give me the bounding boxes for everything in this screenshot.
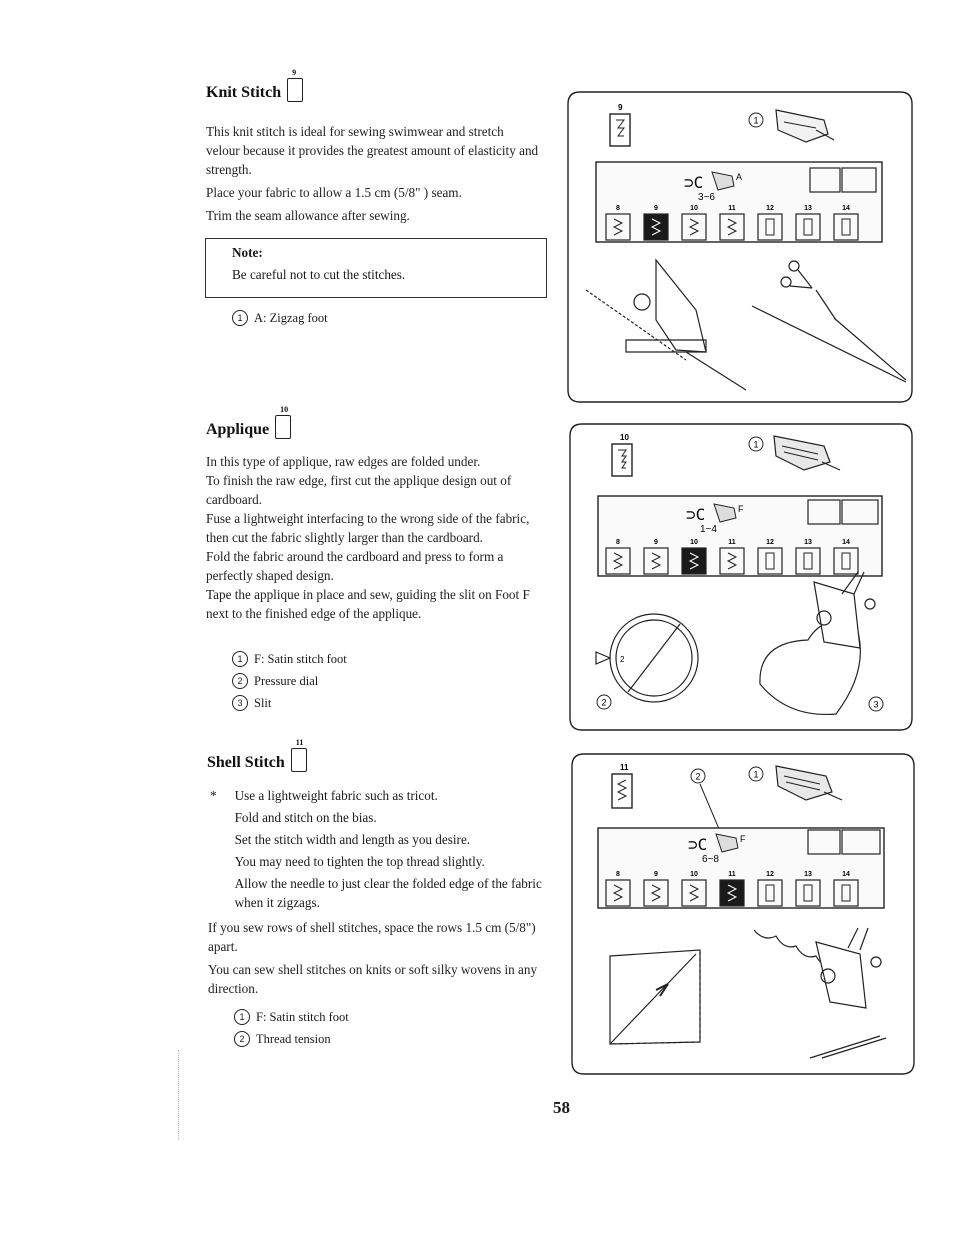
fig-foot-letter: A	[736, 172, 743, 182]
bullet-mark: *	[210, 788, 217, 803]
knit-paragraph: Trim the seam allowance after sewing.	[206, 208, 410, 223]
fig-stitch-number: 9	[618, 103, 623, 112]
stitch-pattern-icon	[612, 444, 632, 476]
panel-stitch-box	[682, 548, 706, 574]
satin-stitch-foot-icon	[774, 436, 840, 470]
panel-number: 9	[654, 539, 658, 546]
fig-range: 6~8	[702, 854, 719, 865]
knit-paragraph: Place your fabric to allow a 1.5 cm (5/8" ) seam.	[206, 185, 462, 200]
shell-stitch-title: Shell Stitch	[207, 754, 285, 771]
satin-stitch-foot-icon	[776, 766, 842, 800]
callout-item	[232, 307, 328, 329]
panel-number: 14	[842, 871, 850, 878]
shell-stitch-icon	[291, 738, 307, 772]
callout-number: 1	[232, 310, 248, 326]
panel-number: 13	[804, 539, 812, 546]
bullet-line: Use a lightweight fabric such as tricot.	[234, 788, 438, 803]
sewing-illustration	[586, 260, 906, 390]
knit-stitch-icon	[287, 68, 303, 102]
shell-stitch-icon-number: 11	[295, 738, 304, 747]
panel-number: 14	[842, 539, 850, 546]
width-symbol: ⊃C	[684, 173, 704, 192]
callout-item	[234, 1006, 349, 1028]
width-symbol: ⊃C	[686, 505, 706, 524]
callout-text: Slit	[254, 696, 272, 710]
bias-fold-illustration	[610, 950, 700, 1044]
page-number: 58	[553, 1098, 570, 1117]
note-text: Be careful not to cut the stitches.	[232, 267, 406, 282]
callout-item	[232, 648, 347, 670]
width-symbol: ⊃C	[688, 835, 708, 854]
panel-number: 12	[766, 539, 774, 546]
applique-paragraph: Tape the applique in place and sew, guiding the slit on Foot F next to the finished edge of the applique.	[206, 587, 530, 621]
panel-number: 11	[728, 205, 736, 212]
panel-stitch-box	[644, 214, 668, 240]
shell-callout-list	[234, 1006, 349, 1050]
panel-number: 13	[804, 871, 812, 878]
applique-figure	[568, 422, 914, 734]
applique-stitch-icon	[275, 405, 291, 439]
applique-title: Applique	[206, 421, 270, 438]
fig-stitch-number: 11	[620, 763, 629, 772]
callout-number: 2	[234, 1031, 250, 1047]
shell-paragraph: You can sew shell stitches on knits or soft silky wovens in any direction.	[208, 962, 538, 996]
dial-number: 2	[620, 655, 625, 664]
applique-paragraph: To finish the raw edge, first cut the applique design out of cardboard.	[206, 473, 512, 507]
fig-callout-number: 1	[753, 115, 759, 126]
fig-callout-number: 2	[601, 697, 607, 708]
bullet-line: You may need to tighten the top thread slightly.	[234, 854, 485, 869]
panel-number: 8	[616, 205, 620, 212]
applique-stitch-icon-number: 10	[280, 405, 289, 414]
applique-body	[206, 452, 546, 623]
panel-number: 8	[616, 871, 620, 878]
knit-stitch-title: Knit Stitch	[206, 84, 282, 101]
pressure-dial-icon	[596, 614, 698, 702]
panel-number: 10	[690, 205, 698, 212]
panel-number: 10	[690, 871, 698, 878]
panel-number: 9	[654, 871, 658, 878]
callout-number: 2	[232, 673, 248, 689]
note-label: Note:	[232, 245, 263, 260]
bullet-line: Fold and stitch on the bias.	[234, 810, 377, 825]
callout-item	[234, 1028, 349, 1050]
callout-text: Thread tension	[256, 1032, 331, 1046]
shell-body	[208, 918, 550, 998]
shell-stitch-figure	[570, 752, 916, 1078]
zigzag-foot-icon	[776, 110, 834, 142]
panel-number: 9	[654, 205, 658, 212]
shell-bullet-block	[210, 786, 550, 912]
callout-number: 1	[234, 1009, 250, 1025]
panel-number: 14	[842, 205, 850, 212]
applique-heading	[206, 405, 291, 439]
panel-number: 13	[804, 205, 812, 212]
callout-text: A: Zigzag foot	[254, 311, 328, 325]
fig-callout-number: 2	[695, 771, 701, 782]
panel-number: 11	[728, 871, 736, 878]
applique-paragraph: Fold the fabric around the cardboard and press to form a perfectly shaped design.	[206, 549, 504, 583]
shell-paragraph: If you sew rows of shell stitches, space the rows 1.5 cm (5/8") apart.	[208, 920, 536, 954]
callout-text: Pressure dial	[254, 674, 319, 688]
knit-note-box	[205, 238, 547, 298]
callout-text: F: Satin stitch foot	[256, 1010, 349, 1024]
shell-stitch-heading	[207, 738, 307, 772]
applique-paragraph: Fuse a lightweight interfacing to the wrong side of the fabric, then cut the fabric slightly larger than the cardboard.	[206, 511, 530, 545]
panel-stitch-box	[720, 880, 744, 906]
callout-number: 1	[232, 651, 248, 667]
panel-stitch-row	[606, 880, 858, 906]
knit-stitch-icon-number: 9	[292, 68, 297, 77]
fig-range: 1~4	[700, 524, 717, 535]
callout-item	[232, 670, 347, 692]
bullet-line: Set the stitch width and length as you desire.	[234, 832, 471, 847]
fig-foot-letter: F	[738, 504, 744, 514]
margin-rule	[178, 1050, 179, 1140]
panel-number: 12	[766, 205, 774, 212]
knit-stitch-body	[206, 122, 540, 225]
knit-stitch-heading	[206, 68, 303, 102]
stitch-pattern-icon	[612, 774, 632, 808]
panel-number: 8	[616, 539, 620, 546]
knit-paragraph: This knit stitch is ideal for sewing swimwear and stretch velour because it provides the greatest amount of elasticity and strength.	[206, 124, 539, 177]
fig-callout-number: 3	[873, 699, 879, 710]
knit-stitch-figure	[566, 90, 914, 406]
callout-item	[232, 692, 347, 714]
fig-callout-number: 1	[753, 439, 759, 450]
panel-number: 10	[690, 539, 698, 546]
panel-number: 12	[766, 871, 774, 878]
heart-applique-illustration	[760, 572, 875, 714]
stitch-pattern-icon	[610, 114, 630, 146]
shell-stitch-sewing-illustration	[754, 928, 886, 1058]
callout-number: 3	[232, 695, 248, 711]
panel-number: 11	[728, 539, 736, 546]
callout-text: F: Satin stitch foot	[254, 652, 347, 666]
fig-callout-number: 1	[753, 769, 759, 780]
bullet-line: Allow the needle to just clear the folded edge of the fabric when it zigzags.	[234, 876, 542, 910]
fig-foot-letter: F	[740, 834, 746, 844]
applique-paragraph: In this type of applique, raw edges are folded under.	[206, 454, 481, 469]
applique-callout-list	[232, 648, 347, 714]
knit-callout-list	[232, 307, 328, 329]
fig-stitch-number: 10	[620, 433, 629, 442]
fig-range: 3~6	[698, 192, 715, 203]
